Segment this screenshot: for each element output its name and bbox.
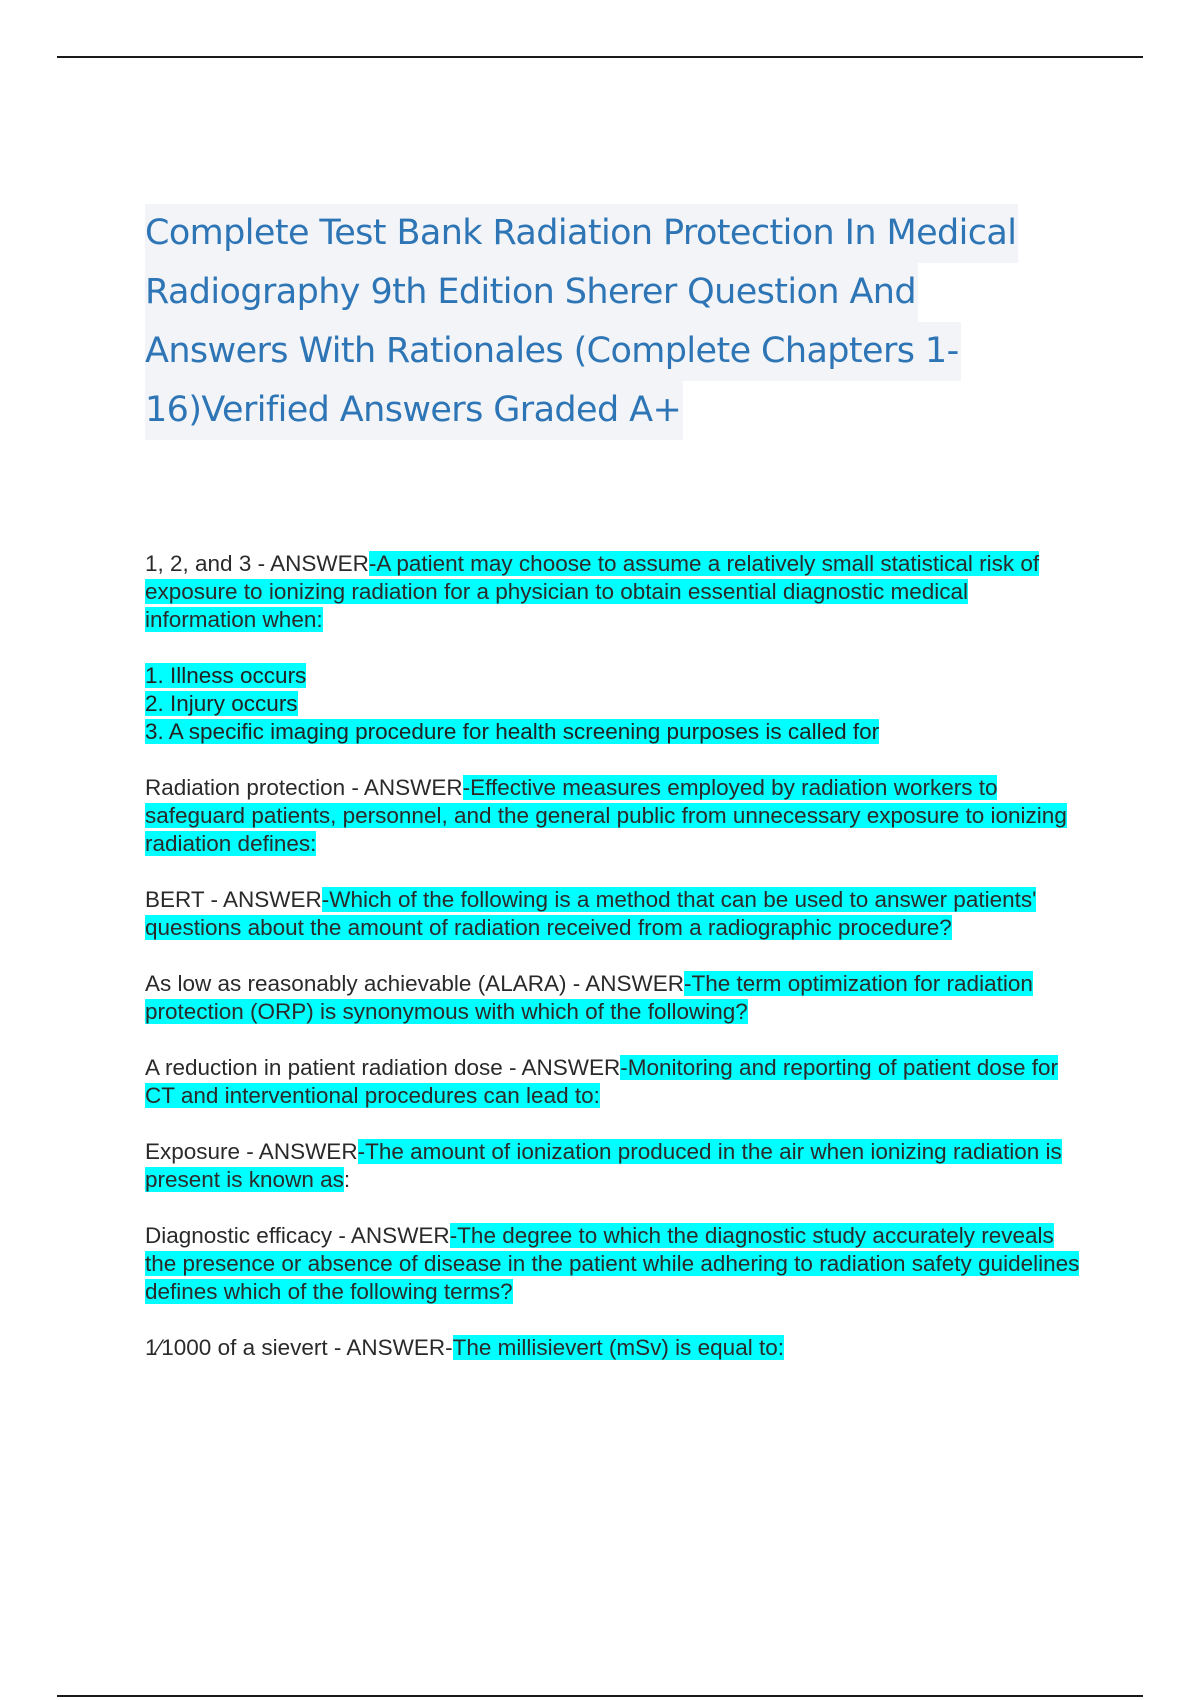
- answer-text: Radiation protection - ANSWER: [145, 775, 463, 800]
- document-title: [145, 204, 1085, 440]
- qa-item-6: [145, 1138, 1085, 1194]
- answer-text: As low as reasonably achievable (ALARA) - ANSWER: [145, 971, 684, 996]
- answer-text: Exposure - ANSWER: [145, 1139, 358, 1164]
- question-text: -The degree to which the diagnostic study accurately reveals the presence or absence of disease in the patient while adhering to radiation safety guidelines defines which of the following terms?: [145, 1223, 1080, 1304]
- qa-item-4: [145, 970, 1085, 1026]
- option-item: 1. Illness occurs: [145, 663, 307, 688]
- qa-item-3: [145, 886, 1085, 942]
- qa-item-2: [145, 774, 1085, 858]
- qa-item-5: [145, 1054, 1085, 1110]
- question-text: -Which of the following is a method that can be used to answer patients' questions about the amount of radiation received from a radiographic procedure?: [145, 887, 1037, 940]
- answer-text: 1⁄1000 of a sievert - ANSWER-: [145, 1335, 453, 1360]
- question-text: The millisievert (mSv) is equal to:: [452, 1335, 784, 1360]
- footer-rule: [57, 1695, 1143, 1697]
- title-line-2: Radiography 9th Edition Sherer Question And: [145, 263, 918, 322]
- question-text: -A patient may choose to assume a relatively small statistical risk of exposure to ionizing radiation for a physician to obtain essential diagnostic medical information when:: [145, 551, 1040, 632]
- qa-item-7: [145, 1222, 1085, 1306]
- question-text: -The term optimization for radiation protection (ORP) is synonymous with which of the following?: [145, 971, 1033, 1024]
- question-text: -Effective measures employed by radiation workers to safeguard patients, personnel, and the general public from unnecessary exposure to ionizing radiation defines:: [145, 775, 1067, 856]
- answer-text: A reduction in patient radiation dose - ANSWER: [145, 1055, 621, 1080]
- question-text: -Monitoring and reporting of patient dose for CT and interventional procedures can lead to:: [145, 1055, 1059, 1108]
- title-line-1: Complete Test Bank Radiation Protection In Medical: [145, 204, 1018, 263]
- option-item: 3. A specific imaging procedure for health screening purposes is called for: [145, 719, 880, 744]
- header-rule: [57, 56, 1143, 58]
- title-line-3: Answers With Rationales (Complete Chapters 1-: [145, 322, 961, 381]
- option-list: [145, 662, 1085, 746]
- qa-item-8: [145, 1334, 1085, 1362]
- option-item: 2. Injury occurs: [145, 691, 298, 716]
- title-line-4: 16)Verified Answers Graded A+: [145, 381, 683, 440]
- question-text: -The amount of ionization produced in the air when ionizing radiation is present is known as: [145, 1139, 1062, 1192]
- answer-text: Diagnostic efficacy - ANSWER: [145, 1223, 450, 1248]
- answer-text: 1, 2, and 3 - ANSWER: [145, 551, 369, 576]
- qa-list: [145, 550, 1085, 1390]
- qa-item-1: [145, 550, 1085, 746]
- answer-text: BERT - ANSWER: [145, 887, 322, 912]
- question-suffix: :: [343, 1167, 351, 1192]
